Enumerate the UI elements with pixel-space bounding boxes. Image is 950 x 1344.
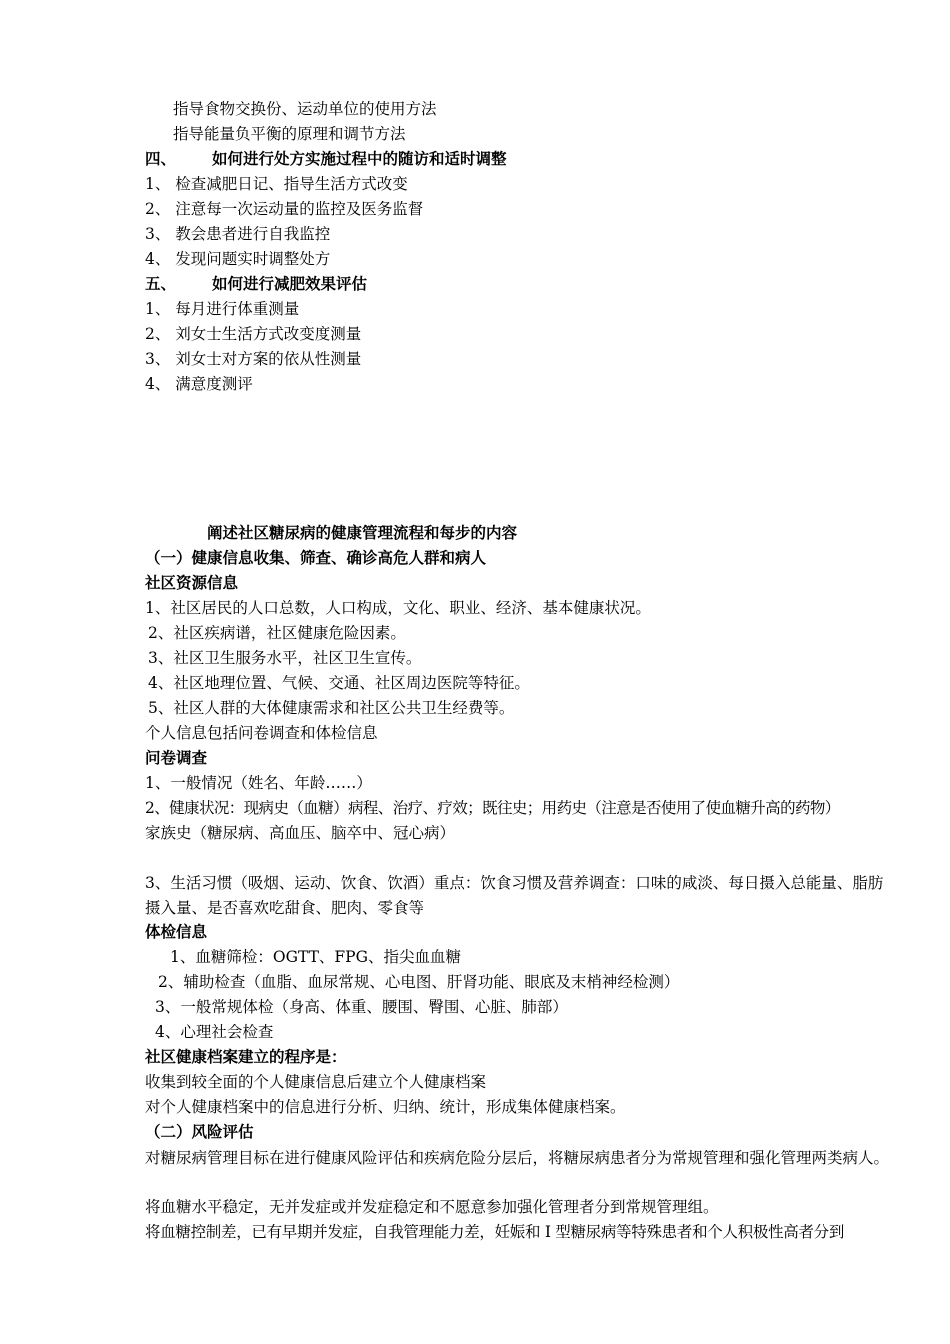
section-4-item: 1、 检查减肥日记、指导生活方式改变: [145, 175, 408, 193]
community-item: 5、社区人群的大体健康需求和社区公共卫生经费等。: [148, 699, 515, 717]
community-item: 3、社区卫生服务水平，社区卫生宣传。: [148, 649, 422, 667]
intro-line-2: 指导能量负平衡的原理和调节方法: [173, 125, 406, 143]
section-5-item: 4、 满意度测评: [145, 375, 253, 393]
section-5-heading: [145, 273, 367, 295]
risk-paragraph: 将血糖水平稳定，无并发症或并发症稳定和不愿意参加强化管理者分到常规管理组。: [145, 1198, 719, 1216]
section-5-item: 2、 刘女士生活方式改变度测量: [145, 325, 362, 343]
section-4-item: 3、 教会患者进行自我监控: [145, 225, 331, 243]
questionnaire-item: 2、健康状况：现病史（血糖）病程、治疗、疗效；既往史；用药史（注意是否使用了使血糖升高的药物）: [145, 799, 840, 817]
community-item: 2、社区疾病谱，社区健康危险因素。: [148, 624, 406, 642]
questionnaire-item: 3、生活习惯（吸烟、运动、饮食、饮酒）重点：饮食习惯及营养调查：口味的咸淡、每日摄入总能量、脂肪摄入量、是否喜欢吃甜食、肥肉、零食等: [145, 874, 884, 917]
section-4-item: 2、 注意每一次运动量的监控及医务监督: [145, 200, 424, 218]
section-5-title: 如何进行减肥效果评估: [212, 274, 368, 293]
section-4-title: 如何进行处方实施过程中的随访和适时调整: [212, 149, 507, 168]
part-2-title: 阐述社区糖尿病的健康管理流程和每步的内容: [207, 523, 518, 542]
questionnaire-heading: 问卷调查: [145, 748, 208, 767]
exam-item: 1、血糖筛检：OGTT、FPG、指尖血血糖: [170, 948, 461, 966]
section-2-heading: （二）风险评估: [145, 1122, 254, 1141]
section-4-number: 四、: [145, 149, 177, 168]
section-5-item: 1、 每月进行体重测量: [145, 300, 300, 318]
exam-item: 4、心理社会检查: [155, 1023, 274, 1041]
section-4-heading: [145, 148, 507, 170]
section-1-heading: （一）健康信息收集、筛查、确诊高危人群和病人: [145, 548, 487, 567]
personal-info-note: 个人信息包括问卷调查和体检信息: [145, 724, 378, 742]
exam-item: 2、辅助检查（血脂、血尿常规、心电图、肝肾功能、眼底及末梢神经检测）: [158, 973, 680, 991]
risk-paragraph: 将血糖控制差，已有早期并发症，自我管理能力差，妊娠和 I 型糖尿病等特殊患者和个人积极性高者分到: [145, 1223, 845, 1241]
exam-heading: 体检信息: [145, 922, 208, 941]
questionnaire-item: 1、一般情况（姓名、年龄……）: [145, 774, 372, 792]
archive-item: 收集到较全面的个人健康信息后建立个人健康档案: [145, 1073, 487, 1091]
archive-heading: 社区健康档案建立的程序是：: [145, 1047, 347, 1066]
community-item: 4、社区地理位置、气候、交通、社区周边医院等特征。: [148, 674, 530, 692]
exam-item: 3、一般常规体检（身高、体重、腰围、臀围、心脏、肺部）: [155, 998, 568, 1016]
section-5-number: 五、: [145, 274, 177, 293]
section-4-item: 4、 发现问题实时调整处方: [145, 250, 331, 268]
risk-paragraph: 对糖尿病管理目标在进行健康风险评估和疾病危险分层后，将糖尿病患者分为常规管理和强化管理两类病人。: [145, 1149, 890, 1167]
questionnaire-item-continuation: 家族史（糖尿病、高血压、脑卒中、冠心病）: [145, 824, 456, 842]
section-5-item: 3、 刘女士对方案的依从性测量: [145, 350, 362, 368]
archive-item: 对个人健康档案中的信息进行分析、归纳、统计，形成集体健康档案。: [145, 1098, 626, 1116]
intro-line-1: 指导食物交换份、运动单位的使用方法: [173, 100, 437, 118]
community-heading: 社区资源信息: [145, 573, 239, 592]
community-item: 1、社区居民的人口总数，人口构成，文化、职业、经济、基本健康状况。: [145, 599, 651, 617]
